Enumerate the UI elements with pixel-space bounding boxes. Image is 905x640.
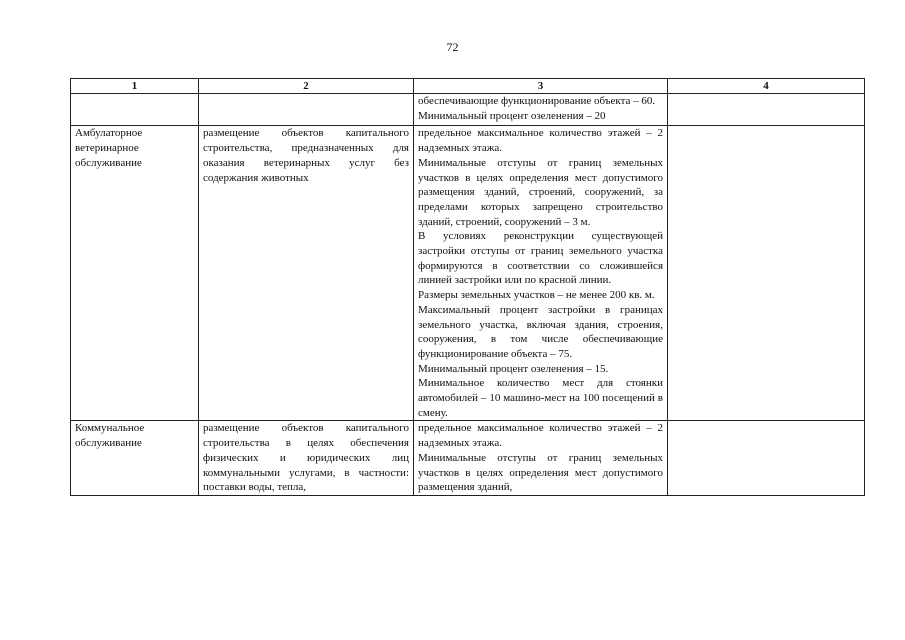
- header-col-2: 2: [199, 79, 414, 94]
- parameters-cell: [414, 421, 668, 496]
- regulations-table: [70, 78, 865, 496]
- col4-cell: [668, 126, 865, 421]
- parameter-paragraph: предельное максимальное количество этажей – 2 надземных этажа.: [418, 127, 663, 155]
- parameter-paragraph: В условиях реконструкции существующей застройки отступы от границ земельного участка формируются в соответствии со сложившейся линией застройки или по красной линии.: [418, 230, 663, 287]
- parameter-paragraph: Размеры земельных участков – не менее 200 кв. м.: [418, 289, 655, 302]
- header-row: [71, 79, 865, 94]
- parameter-paragraph: обеспечивающие функционирование объекта – 60.: [418, 95, 656, 107]
- parameters-cell: [414, 126, 668, 421]
- parameter-paragraph: Минимальный процент озеленения – 20: [418, 109, 606, 122]
- use-name-cell: Коммунальное обслуживание: [71, 421, 199, 496]
- use-description-cell: размещение объектов капитального строительства в целях обеспечения физических и юридических лиц коммунальными услугами, в частности: поставки воды, тепла,: [199, 421, 414, 496]
- parameter-paragraph: Минимальные отступы от границ земельных участков в целях определения мест допустимого размещения зданий, строений, сооружений, за пределами которых запрещено строительство зданий, строений, сооружений – 3 м.: [418, 156, 663, 228]
- col4-cell: [668, 421, 865, 496]
- col4-cell: [668, 94, 865, 126]
- use-name-cell: [71, 94, 199, 126]
- parameters-cell: [414, 94, 668, 126]
- table-row: [71, 94, 865, 126]
- table-row: [71, 421, 865, 496]
- use-description-cell: размещение объектов капитального строительства, предназначенных для оказания ветеринарных услуг без содержания животных: [199, 126, 414, 421]
- parameter-paragraph: Минимальный процент озеленения – 15.: [418, 362, 609, 375]
- parameter-paragraph: Минимальные отступы от границ земельных участков в целях определения мест допустимого размещения зданий,: [418, 451, 663, 494]
- page-number: 72: [446, 40, 459, 54]
- use-name-cell: Амбулаторное ветеринарное обслуживание: [71, 126, 199, 421]
- parameter-paragraph: Максимальный процент застройки в границах земельного участка, включая здания, строения, сооружения, в том числе обеспечивающие функционирование объекта – 75.: [418, 303, 663, 360]
- parameter-paragraph: Минимальное количество мест для стоянки автомобилей – 10 машино-мест на 100 посещений в смену.: [418, 377, 663, 419]
- parameter-paragraph: предельное максимальное количество этажей – 2 надземных этажа.: [418, 422, 663, 450]
- header-col-4: 4: [668, 79, 865, 94]
- table-row: [71, 126, 865, 421]
- header-col-1: 1: [71, 79, 199, 94]
- use-description-cell: [199, 94, 414, 126]
- header-col-3: 3: [414, 79, 668, 94]
